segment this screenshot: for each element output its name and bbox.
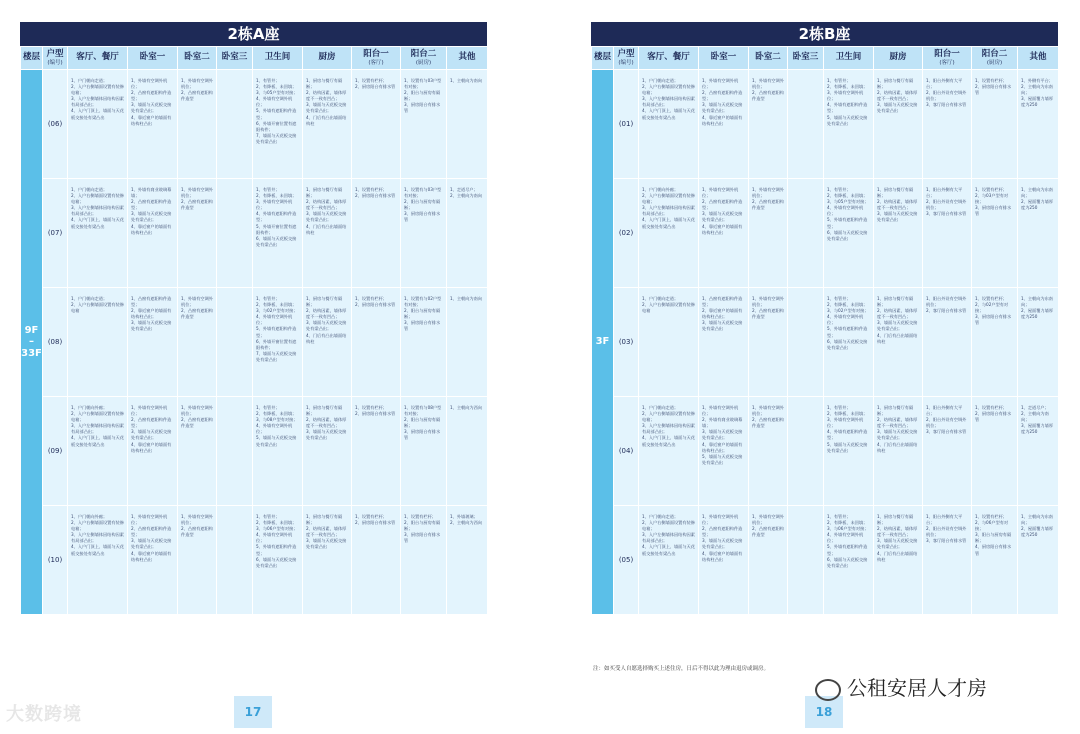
header-other: 其他 [1018, 47, 1059, 70]
cell: 1、走道尽户； 2、主朝向为南向； 3、屋面覆力墙厚度为250 [1018, 397, 1059, 506]
cell: 1、厨房与餐厅有隔断； 2、结构因素，墙体厚度不一致有凹凸； 3、墙面与天花板交接处有梁凸出； 4、门后有凸出墙面结构柱 [303, 288, 352, 397]
cell: 1、有管井； 2、有降板、未回填； 3、与06户型有对接； 4、外墙有空调外机位； 5、外墙有遮阳构件造型； 6、墙面与天花板交接处有梁凸出 [253, 506, 303, 615]
cell [217, 179, 253, 288]
cell: 1、厨房与餐厅有隔断； 2、结构因素，墙体厚度不一致有凹凸； 3、墙面与天花板交接处有梁凸出； 4、门后有凸出墙面结构柱 [874, 288, 923, 397]
table-row [21, 70, 488, 179]
cell: 1、外墙有空调外机位； 2、凸窗有遮阳构件造型； 3、墙面与天花板交接处有梁凸出； 4、靠近窗户的墙面有结构柱凸出 [699, 506, 749, 615]
cell: 1、阳台外侧有大平台； 2、阳台外设有空调外机位； 3、客厅阳台有排水管 [923, 179, 972, 288]
header-balcony1 [923, 47, 972, 70]
watermark-right-text: 公租安居人才房 [847, 676, 987, 700]
cell: 1、户门朝向走道； 2、入户右侧墙面设置有装修电箱 [639, 288, 699, 397]
cell: 1、有管井； 2、有降板、未回填； 3、与02户型有对接； 4、外墙有空调外机位； 5、外墙有遮阳构件造型； 6、外墙开窗位置有遮阳构件； 7、墙面与天花板交接处有梁凸出 [253, 288, 303, 397]
header-living: 客厅、餐厅 [68, 47, 128, 70]
cell: 1、厨房与餐厅有隔断； 2、结构因素，墙体厚度不一致有凹凸； 3、墙面与天花板交接处有梁凸出； 4、门后有凸出墙面结构柱 [874, 506, 923, 615]
building-2a-page [20, 22, 487, 615]
table-row [592, 179, 1059, 288]
cell [788, 288, 824, 397]
cell: 1、外墙有空调外机位； 2、凸窗有遮阳构件造型 [178, 506, 217, 615]
page-title: 2栋B座 [591, 22, 1058, 46]
table-row [592, 70, 1059, 179]
table-row [21, 506, 488, 615]
table-row [21, 397, 488, 506]
cell: 1、凸窗有遮阳构件造型； 2、靠近窗户的墙面有结构柱凸出； 3、墙面与天花板交接处有梁凸出 [128, 288, 178, 397]
cell [217, 288, 253, 397]
header-bedroom2: 卧室二 [749, 47, 788, 70]
unit-defects-table [591, 46, 1059, 615]
cell: 1、主朝向为南向 [447, 70, 488, 179]
cell: 1、阳台外侧有大平台； 2、阳台外设有空调外机位； 3、客厅阳台有排水管 [923, 397, 972, 506]
header-balcony2-sub: (厨房) [986, 59, 1003, 66]
header-bedroom2: 卧室二 [178, 47, 217, 70]
header-balcony2-label: 阳台二 [410, 49, 437, 60]
cell: 1、设置有栏杆； 2、阳台与厨房有隔断； 3、厨房阳台有排水管 [401, 506, 447, 615]
unit-defects-table [20, 46, 488, 615]
cell [788, 70, 824, 179]
cell: 1、外墙有空调外机位； 2、凸窗有遮阳构件造型； 3、墙面与天花板交接处有梁凸出； 4、靠近窗户的墙面有结构柱凸出 [128, 397, 178, 506]
table-body [21, 70, 488, 615]
cell: 1、外墙有空调外机位； 2、凸窗有遮阳构件造型 [749, 179, 788, 288]
cell: 1、凸窗有遮阳构件造型； 2、靠近窗户的墙面有结构柱凸出； 3、墙面与天花板交接处有梁凸出 [699, 288, 749, 397]
cell: 1、户门朝向走道； 2、入户右侧墙面设置有装修电箱 [68, 288, 128, 397]
unit-number: (01) [614, 70, 639, 179]
header-kitchen: 厨房 [874, 47, 923, 70]
cell: 1、外墙玻璃； 2、主朝向为西向 [447, 506, 488, 615]
cell: 1、有管井； 2、有降板、未回填； 3、与02户型有对接； 4、外墙有空调外机位； 5、外墙有遮阳构件造型； 6、墙面与天花板交接处有梁凸出 [824, 288, 874, 397]
cell: 1、有管井； 2、有降板、未回填； 3、与06户型有对接； 4、外墙有空调外机位； 5、外墙有遮阳构件造型； 6、墙面与天花板交接处有梁凸出 [824, 506, 874, 615]
cell: 1、外侧有平台； 2、主朝向为东南向； 3、屋面覆力墙厚度为250 [1018, 70, 1059, 179]
cell: 1、设置有栏杆； 2、厨房阳台有排水管 [352, 397, 401, 506]
cell: 1、外墙有空调外机位； 2、凸窗有遮阳构件造型； 3、墙面与天花板交接处有梁凸出； 4、靠近窗户的墙面有结构柱凸出 [699, 179, 749, 288]
cell: 1、有管井； 2、有降板、未回填； 3、与05户型有对接； 4、外墙有空调外机位； 5、外墙有遮阳构件造型； 6、墙面与天花板交接处有梁凸出 [824, 179, 874, 288]
unit-number: (04) [614, 397, 639, 506]
header-unit-label: 户型 [617, 49, 635, 60]
header-balcony1-sub: (客厅) [939, 59, 955, 66]
header-bathroom: 卫生间 [824, 47, 874, 70]
cell: 1、设置有栏杆； 2、厨房阳台有排水管 [352, 70, 401, 179]
unit-number: (05) [614, 506, 639, 615]
unit-number: (02) [614, 179, 639, 288]
cell: 1、设置有与03户型有对接； 2、阳台与厨房有隔断； 3、厨房阳台有排水管 [401, 70, 447, 179]
page-number: 18 [805, 696, 843, 728]
cell: 1、阳台外侧有大平台； 2、阳台外设有空调外机位； 3、客厅阳台有排水管 [923, 70, 972, 179]
cell: 1、外墙有空调外机位； 2、凸窗有遮阳构件造型 [749, 70, 788, 179]
cell [217, 70, 253, 179]
floor-label: 9F – 33F [21, 70, 43, 615]
cell: 1、厨房与餐厅有隔断； 2、结构因素，墙体厚度不一致有凹凸； 3、墙面与天花板交接处有梁凸出 [874, 179, 923, 288]
cell: 1、外墙有空调外机位； 2、凸窗有遮阳构件造型 [178, 288, 217, 397]
cell [788, 506, 824, 615]
header-balcony1 [352, 47, 401, 70]
cell: 1、设置有栏杆； 2、厨房阳台有排水管 [352, 288, 401, 397]
cell: 1、主朝向为东南向； 2、屋面覆力墙厚度为250 [1018, 179, 1059, 288]
cell: 1、户门朝向外廊； 2、入户右侧墙面设置有装修电箱； 3、入户左侧墙体因结构因素有局部凸出； 4、入户门顶上、墙面与天花板交接处有梁凸出 [68, 506, 128, 615]
cell: 1、设置有栏杆； 2、与03户型有对接； 3、厨房阳台有排水管 [972, 179, 1018, 288]
page-number: 17 [234, 696, 272, 728]
cell: 1、外墙有空调外机位； 2、凸窗有遮阳构件造型 [749, 397, 788, 506]
header-balcony1-label: 阳台一 [934, 49, 960, 60]
watermark-left: 大数跨境 [6, 704, 82, 725]
header-bathroom: 卫生间 [253, 47, 303, 70]
unit-number: (10) [43, 506, 68, 615]
header-unit-label: 户型 [46, 49, 64, 60]
cell [788, 397, 824, 506]
header-unit-sub: (编号) [47, 59, 63, 66]
cell: 1、厨房与餐厅有隔断； 2、结构因素，墙体厚度不一致有凹凸； 3、墙面与天花板交接处有梁凸出 [303, 506, 352, 615]
cell: 1、有管井； 2、有降板、未回填； 3、外墙有空调外机位； 4、外墙有遮阳构件造型； 5、外墙开窗位置有遮阳构件； 6、墙面与天花板交接处有梁凸出 [253, 179, 303, 288]
header-balcony2-label: 阳台二 [981, 49, 1008, 60]
cell: 1、设置有栏杆； 2、厨房阳台有排水管 [972, 397, 1018, 506]
cell: 1、外墙有商业玻璃幕墙； 2、凸窗有遮阳构件造型； 3、墙面与天花板交接处有梁凸出； 4、靠近窗户的墙面有结构柱凸出 [128, 179, 178, 288]
cell: 1、户门朝向外廊； 2、入户右侧墙面设置有装修电箱； 3、入户左侧墙体因结构因素有局部凸出； 4、入户门顶上、墙面与天花板交接处有梁凸出 [68, 397, 128, 506]
cell: 1、设置有栏杆； 2、厨房阳台有排水管 [352, 179, 401, 288]
header-row [21, 47, 488, 70]
cell: 1、外墙有空调外机位； 2、凸窗有遮阳构件造型； 3、墙面与天花板交接处有梁凸出； 4、靠近窗户的墙面有结构柱凸出 [699, 70, 749, 179]
table-row [592, 506, 1059, 615]
unit-number: (03) [614, 288, 639, 397]
header-bedroom3: 卧室三 [217, 47, 253, 70]
cell: 1、户门朝向外廊； 2、入户右侧墙面设置有装修电箱； 3、入户左侧墙体因结构因素有局部凸出； 4、入户门顶上、墙面与天花板交接处有梁凸出 [639, 179, 699, 288]
cell: 1、户门朝向走道； 2、入户右侧墙面设置有装修电箱； 3、入户左侧墙体因结构因素有局部凸出； 4、入户门顶上、墙面与天花板交接处有梁凸出 [639, 397, 699, 506]
header-balcony2 [401, 47, 447, 70]
cell: 1、有管井； 2、有降板、未回填； 3、外墙有空调外机位； 4、外墙有遮阳构件造型； 5、墙面与天花板交接处有梁凸出 [824, 397, 874, 506]
watermark-right [815, 672, 987, 701]
cell: 1、设置有与02户型有对接； 2、阳台与厨房有隔断； 3、厨房阳台有排水管 [401, 288, 447, 397]
cell [788, 179, 824, 288]
header-kitchen: 厨房 [303, 47, 352, 70]
header-floor: 楼层 [592, 47, 614, 70]
header-balcony2 [972, 47, 1018, 70]
unit-number: (06) [43, 70, 68, 179]
cell: 1、户门朝向走道； 2、入户右侧墙面设置有装修电箱； 3、入户左侧墙体因结构因素有局部凸出； 4、入户门顶上、墙面与天花板交接处有梁凸出 [639, 506, 699, 615]
cell: 1、阳台外侧有大平台； 2、阳台外设有空调外机位； 3、客厅阳台有排水管 [923, 506, 972, 615]
building-2b-page [591, 22, 1058, 615]
table-body [592, 70, 1059, 615]
header-unit [614, 47, 639, 70]
footnote: 注：如买受人自愿选择购买上述住房，日后不得以此为理由退房或调房。 [593, 666, 770, 672]
cell: 1、外墙有空调外机位； 2、凸窗有遮阳构件造型 [749, 288, 788, 397]
cell: 1、设置有与03户型有对接； 2、阳台与厨房有隔断； 3、厨房阳台有排水管 [401, 179, 447, 288]
cell [217, 506, 253, 615]
table-row [592, 288, 1059, 397]
cell: 1、设置有栏杆； 2、厨房阳台有排水管 [972, 70, 1018, 179]
cell: 1、厨房与餐厅有隔断； 2、结构因素，墙体厚度不一致有凹凸； 3、墙面与天花板交接处有梁凸出； 4、门后有凸出墙面结构柱 [303, 70, 352, 179]
cell: 1、有管井； 2、有降板、未回填； 3、与05户型有对接； 4、外墙有空调外机位； 5、外墙有遮阳构件造型； 6、外墙开窗位置有遮阳构件； 7、墙面与天花板交接处有梁凸出 [253, 70, 303, 179]
cell: 1、设置有栏杆； 2、厨房阳台有排水管 [352, 506, 401, 615]
cell: 1、厨房与餐厅有隔断； 2、结构因素，墙体厚度不一致有凹凸； 3、墙面与天花板交接处有梁凸出 [874, 70, 923, 179]
header-unit [43, 47, 68, 70]
cell: 1、走道尽户； 2、主朝向为南向 [447, 179, 488, 288]
cell: 1、外墙有空调外机位； 2、凸窗有遮阳构件造型； 3、墙面与天花板交接处有梁凸出； 4、靠近窗户的墙面有结构柱凸出 [128, 70, 178, 179]
wechat-icon [815, 679, 841, 701]
cell: 1、主朝向为东南向； 2、屋面覆力墙厚度为250 [1018, 288, 1059, 397]
page-title: 2栋A座 [20, 22, 487, 46]
unit-number: (07) [43, 179, 68, 288]
cell: 1、外墙有空调外机位； 2、凸窗有遮阳构件造型 [178, 70, 217, 179]
cell: 1、厨房与餐厅有隔断； 2、结构因素，墙体厚度不一致有凹凸； 3、墙面与天花板交接处有梁凸出； 4、门后有凸出墙面结构柱 [303, 179, 352, 288]
cell: 1、外墙有空调外机位； 2、凸窗有遮阳构件造型 [178, 179, 217, 288]
cell: 1、外墙有空调外机位； 2、外墙有商业玻璃幕墙； 3、墙面与天花板交接处有梁凸出； 4、靠近窗户的墙面有结构柱凸出； 5、墙面与天花板交接处有梁凸出 [699, 397, 749, 506]
table-row [21, 288, 488, 397]
floor-label: 3F [592, 70, 614, 615]
cell: 1、设置有与08户型有对接； 2、阳台与厨房有隔断； 3、厨房阳台有排水管 [401, 397, 447, 506]
cell: 1、厨房与餐厅有隔断； 2、结构因素，墙体厚度不一致有凹凸； 3、墙面与天花板交接处有梁凸出 [303, 397, 352, 506]
header-bedroom1: 卧室一 [128, 47, 178, 70]
unit-number: (08) [43, 288, 68, 397]
cell: 1、外墙有空调外机位； 2、凸窗有遮阳构件造型； 3、墙面与天花板交接处有梁凸出； 4、靠近窗户的墙面有结构柱凸出 [128, 506, 178, 615]
cell: 1、户门朝向走道； 2、入户右侧墙面设置有装修电箱； 3、入户左侧墙体因结构因素有局部凸出； 4、入户门顶上、墙面与天花板交接处有梁凸出 [68, 179, 128, 288]
table-row [592, 397, 1059, 506]
header-other: 其他 [447, 47, 488, 70]
table-row [21, 179, 488, 288]
cell: 1、户门朝向走道； 2、入户右侧墙面设置有装修电箱； 3、入户左侧墙体因结构因素有局部凸出； 4、入户门顶上、墙面与天花板交接处有梁凸出 [68, 70, 128, 179]
cell: 1、厨房与餐厅有隔断； 2、结构因素，墙体厚度不一致有凹凸； 3、墙面与天花板交接处有梁凸出； 4、门后有凸出墙面结构柱 [874, 397, 923, 506]
cell: 1、主朝向为东南向； 2、屋面覆力墙厚度为250 [1018, 506, 1059, 615]
cell: 1、有管井； 2、有降板、未回填； 3、与08户型有对接； 4、外墙有空调外机位； 5、墙面与天花板交接处有梁凸出 [253, 397, 303, 506]
cell: 1、设置有栏杆； 2、与06户型有对接； 3、阳台与厨房有隔断； 4、厨房阳台有排水管 [972, 506, 1018, 615]
header-unit-sub: (编号) [618, 59, 634, 66]
header-row [592, 47, 1059, 70]
unit-number: (09) [43, 397, 68, 506]
header-balcony1-label: 阳台一 [363, 49, 389, 60]
cell: 1、外墙有空调外机位； 2、凸窗有遮阳构件造型 [178, 397, 217, 506]
cell: 1、外墙有空调外机位； 2、凸窗有遮阳构件造型 [749, 506, 788, 615]
header-bedroom3: 卧室三 [788, 47, 824, 70]
header-living: 客厅、餐厅 [639, 47, 699, 70]
cell [217, 397, 253, 506]
header-bedroom1: 卧室一 [699, 47, 749, 70]
cell: 1、主朝向为南向 [447, 288, 488, 397]
header-balcony1-sub: (客厅) [368, 59, 384, 66]
header-floor: 楼层 [21, 47, 43, 70]
cell: 1、主朝向为西向 [447, 397, 488, 506]
cell: 1、户门朝向走道； 2、入户右侧墙面设置有装修电箱； 3、入户左侧墙体因结构因素有局部凸出； 4、入户门顶上、墙面与天花板交接处有梁凸出 [639, 70, 699, 179]
header-balcony2-sub: (厨房) [415, 59, 432, 66]
cell: 1、阳台外设有空调外机位； 2、客厅阳台有排水管 [923, 288, 972, 397]
cell: 1、设置有栏杆； 2、与02户型有对接； 3、厨房阳台有排水管 [972, 288, 1018, 397]
cell: 1、有管井； 2、有降板、未回填； 3、外墙有空调外机位； 4、外墙有遮阳构件造型； 5、墙面与天花板交接处有梁凸出 [824, 70, 874, 179]
